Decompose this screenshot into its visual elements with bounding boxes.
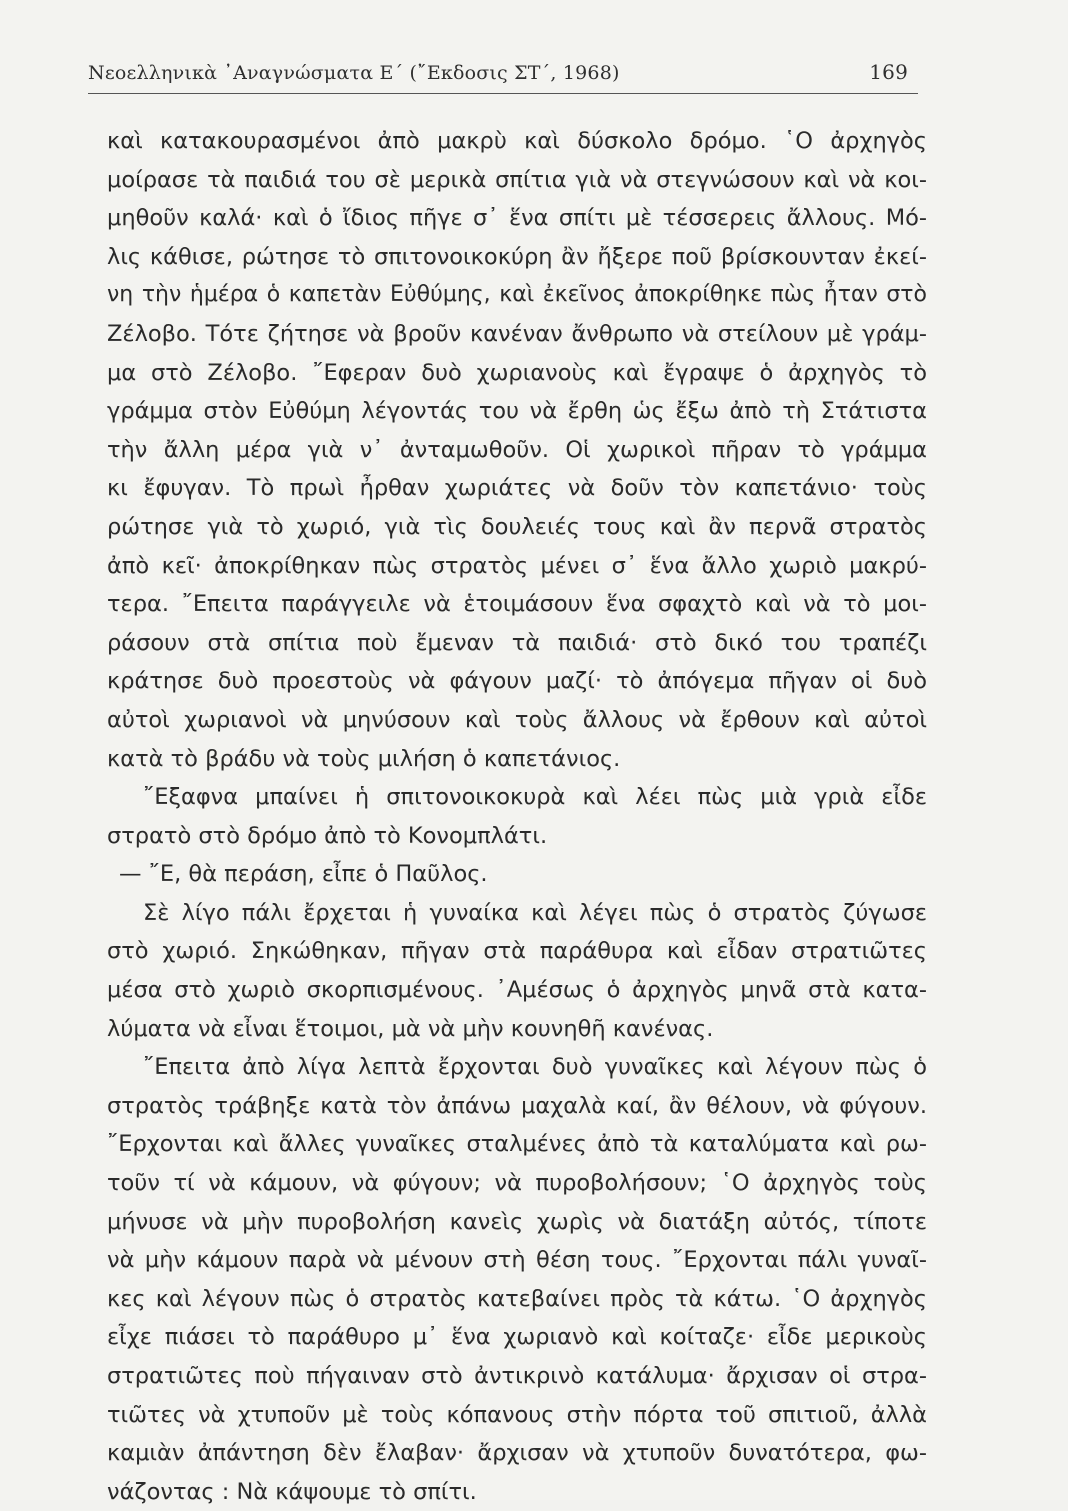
running-head-title: Νεοελληνικὰ ᾿Αναγνώσματα Ε΄ (῎Εκδοσις ΣΤ΄, 1968)	[88, 62, 620, 84]
page-number: 169	[869, 60, 908, 84]
text-line: τὴν ἄλλη μέρα γιὰ ν᾿ ἀνταμωθοῦν. Οἱ χωρικοὶ πῆραν τὸ γράμμα	[107, 436, 927, 463]
text-line: τερα. ῎Επειτα παράγγειλε νὰ ἑτοιμάσουν ἕνα σφαχτὸ καὶ νὰ τὸ μοι-	[107, 591, 927, 618]
header-rule	[88, 93, 918, 94]
text-line: μέσα στὸ χωριὸ σκορπισμένους. ᾿Αμέσως ὁ ἀρχηγὸς μηνᾶ στὰ κατα-	[107, 977, 927, 1004]
text-line: Σὲ λίγο πάλι ἔρχεται ἡ γυναίκα καὶ λέγει πὼς ὁ στρατὸς ζύγωσε	[143, 899, 927, 926]
text-line: κατὰ τὸ βράδυ νὰ τοὺς μιλήση ὁ καπετάνιος.	[107, 745, 621, 772]
text-line: καὶ κατακουρασμένοι ἀπὸ μακρὺ καὶ δύσκολο δρόμο. ῾Ο ἀρχηγὸς	[107, 128, 927, 154]
text-line: Ζέλοβο. Τότε ζήτησε νὰ βροῦν κανέναν ἄνθρωπο νὰ στείλουν μὲ γράμ-	[107, 320, 927, 347]
text-line: γράμμα στὸν Εὐθύμη λέγοντάς του νὰ ἔρθη ὡς ἔξω ἀπὸ τὴ Στάτιστα	[107, 398, 927, 425]
body-text	[107, 122, 927, 1511]
text-line: κες καὶ λέγουν πὼς ὁ στρατὸς κατεβαίνει πρὸς τὰ κάτω. ῾Ο ἀρχηγὸς	[107, 1285, 927, 1312]
text-line: κράτησε δυὸ προεστοὺς νὰ φάγουν μαζί· τὸ ἀπόγεμα πῆγαν οἱ δυὸ	[107, 668, 927, 695]
text-line: νάζοντας : Νὰ κάψουμε τὸ σπίτι.	[107, 1478, 477, 1505]
text-line: στὸ χωριό. Σηκώθηκαν, πῆγαν στὰ παράθυρα καὶ εἶδαν στρατιῶτες	[107, 938, 927, 965]
text-line: μα στὸ Ζέλοβο. ῎Εφεραν δυὸ χωριανοὺς καὶ ἔγραψε ὁ ἀρχηγὸς τὸ	[107, 359, 927, 386]
text-line: εἶχε πιάσει τὸ παράθυρο μ᾿ ἕνα χωριανὸ καὶ κοίταζε· εἶδε μερικοὺς	[107, 1324, 927, 1351]
text-line: ῎Επειτα ἀπὸ λίγα λεπτὰ ἔρχονται δυὸ γυναῖκες καὶ λέγουν πὼς ὁ	[143, 1054, 927, 1081]
text-line: νη τὴν ἡμέρα ὁ καπετὰν Εὐθύμης, καὶ ἐκεῖνος ἀποκρίθηκε πὼς ἦταν στὸ	[107, 282, 927, 308]
text-line: ρώτησε γιὰ τὸ χωριό, γιὰ τὶς δουλειές τους καὶ ἂν περνᾶ στρατὸς	[107, 513, 927, 540]
text-line: ράσουν στὰ σπίτια ποὺ ἔμεναν τὰ παιδιά· στὸ δικό του τραπέζι	[107, 629, 927, 656]
text-line: τιῶτες νὰ χτυποῦν μὲ τοὺς κόπανους στὴν πόρτα τοῦ σπιτιοῦ, ἀλλὰ	[107, 1401, 927, 1428]
text-line: μοίρασε τὰ παιδιά του σὲ μερικὰ σπίτια γιὰ νὰ στεγνώσουν καὶ νὰ κοι-	[107, 166, 927, 193]
text-line: στρατιῶτες ποὺ πήγαιναν στὸ ἀντικρινὸ κατάλυμα· ἄρχισαν οἱ στρα-	[107, 1363, 927, 1389]
text-line: στρατὸ στὸ δρόμο ἀπὸ τὸ Κονομπλάτι.	[107, 822, 548, 849]
text-line: ἀπὸ κεῖ· ἀποκρίθηκαν πὼς στρατὸς μένει σ᾿ ἕνα ἄλλο χωριὸ μακρύ-	[107, 552, 927, 579]
text-line: λις κάθισε, ρώτησε τὸ σπιτονοικοκύρη ἂν ἤξερε ποῦ βρίσκουνταν ἐκεί-	[107, 243, 927, 270]
text-line: καμιὰν ἀπάντηση δὲν ἔλαβαν· ἄρχισαν νὰ χτυποῦν δυνατότερα, φω-	[107, 1440, 927, 1467]
text-line: στρατὸς τράβηξε κατὰ τὸν ἀπάνω μαχαλὰ καί, ἂν θέλουν, νὰ φύγουν.	[107, 1092, 927, 1119]
text-line: — ῎Ε, θὰ περάση, εἶπε ὁ Παῦλος.	[119, 861, 488, 888]
text-line: λύματα νὰ εἶναι ἕτοιμοι, μὰ νὰ μὴν κουνηθῆ κανένας.	[107, 1015, 714, 1042]
text-line: αὐτοὶ χωριανοὶ νὰ μηνύσουν καὶ τοὺς ἄλλους νὰ ἔρθουν καὶ αὐτοὶ	[107, 706, 927, 733]
text-line: νὰ μὴν κάμουν παρὰ νὰ μένουν στὴ θέση τους. ῎Ερχονται πάλι γυναῖ-	[107, 1247, 927, 1274]
text-line: τοῦν τί νὰ κάμουν, νὰ φύγουν; νὰ πυροβολήσουν; ῾Ο ἀρχηγὸς τοὺς	[107, 1170, 927, 1197]
running-head	[88, 58, 908, 88]
text-line: κι ἔφυγαν. Τὸ πρωὶ ἦρθαν χωριάτες νὰ δοῦν τὸν καπετάνιο· τοὺς	[107, 475, 927, 502]
text-line: ῎Ερχονται καὶ ἄλλες γυναῖκες σταλμένες ἀπὸ τὰ καταλύματα καὶ ρω-	[107, 1131, 927, 1158]
text-line: μήνυσε νὰ μὴν πυροβολήση κανεὶς χωρὶς νὰ διατάξη αὐτός, τίποτε	[107, 1208, 927, 1235]
text-line: ῎Εξαφνα μπαίνει ἡ σπιτονοικοκυρὰ καὶ λέει πὼς μιὰ γριὰ εἶδε	[143, 784, 927, 811]
text-line: μηθοῦν καλά· καὶ ὁ ἴδιος πῆγε σ᾿ ἕνα σπίτι μὲ τέσσερεις ἄλλους. Μό-	[107, 205, 927, 232]
